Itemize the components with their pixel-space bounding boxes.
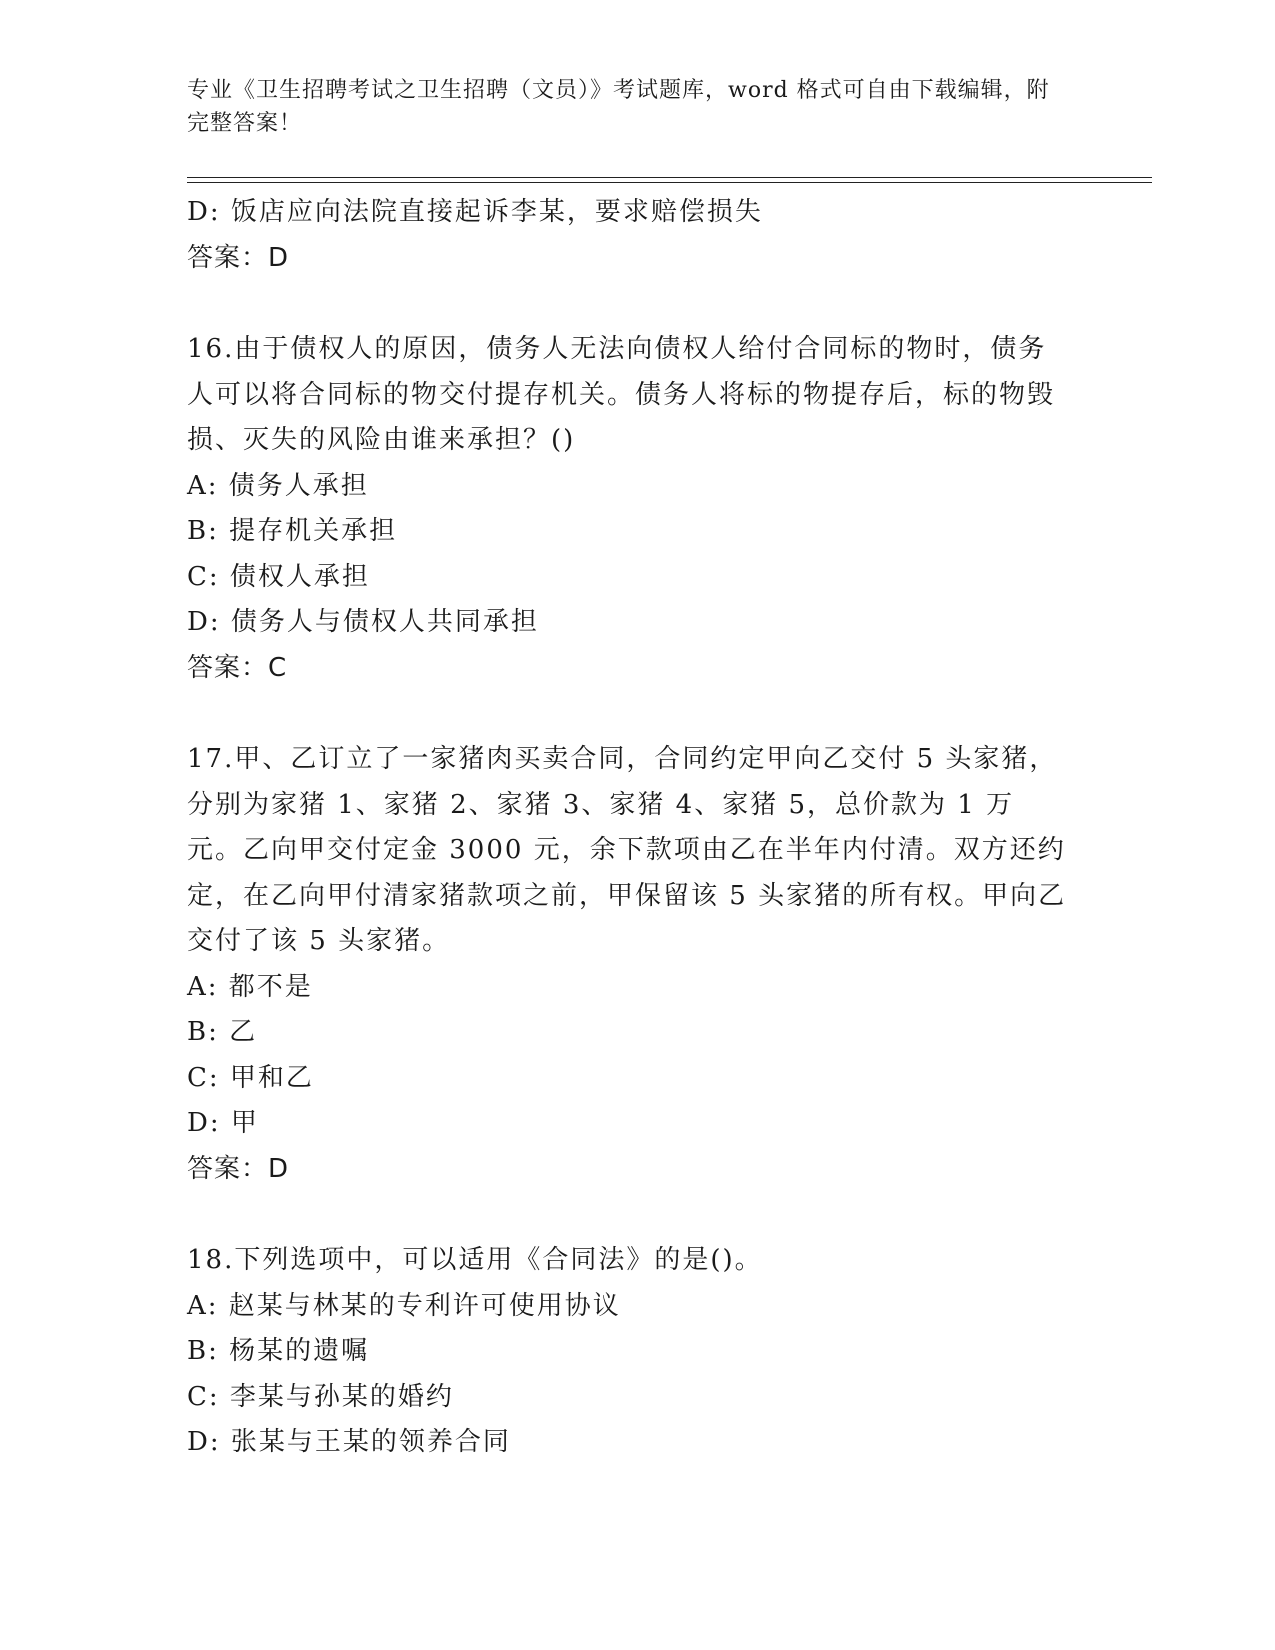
question-16-option-b: B: 提存机关承担 (187, 516, 398, 546)
question-16-text: 16.由于债权人的原因，债务人无法向债权人给付合同标的物时，债务人可以将合同标的物交付提存机关。债务人将标的物提存后，标的物毁损、灭失的风险由谁来承担？() (187, 334, 1056, 455)
prev-option-d: D: 饭店应向法院直接起诉李某，要求赔偿损失 (187, 197, 763, 227)
question-17 (187, 737, 1087, 1192)
question-content (187, 190, 1087, 1466)
question-17-option-b: B: 乙 (187, 1017, 258, 1047)
header-rule-top (187, 177, 1152, 178)
question-18 (187, 1238, 1087, 1466)
question-18-option-d: D: 张某与王某的领养合同 (187, 1427, 511, 1457)
question-17-answer: 答案：D (187, 1153, 290, 1184)
question-17-option-d: D: 甲 (187, 1108, 259, 1138)
question-18-text: 18.下列选项中，可以适用《合同法》的是()。 (187, 1245, 763, 1275)
prev-answer: 答案：D (187, 242, 290, 273)
question-16-option-d: D: 债务人与债权人共同承担 (187, 607, 539, 637)
page-header: 专业《卫生招聘考试之卫生招聘（文员）》考试题库，word 格式可自由下载编辑，附完整答案！ (187, 78, 1050, 136)
question-16-option-a: A: 债务人承担 (187, 470, 369, 501)
question-16-answer: 答案：C (187, 652, 288, 683)
question-18-option-a: A: 赵某与林某的专利许可使用协议 (187, 1290, 621, 1321)
question-17-option-c: C: 甲和乙 (187, 1062, 314, 1093)
question-18-option-b: B: 杨某的遗嘱 (187, 1336, 370, 1366)
question-18-option-c: C: 李某与孙某的婚约 (187, 1381, 454, 1412)
question-17-option-a: A: 都不是 (187, 971, 313, 1002)
question-16 (187, 327, 1087, 691)
question-16-option-c: C: 债权人承担 (187, 561, 370, 592)
question-17-text: 17.甲、乙订立了一家猪肉买卖合同，合同约定甲向乙交付 5 头家猪，分别为家猪 1、家猪 2、家猪 3、家猪 4、家猪 5，总价款为 1 万元。乙向甲交付定金 3000 元，余下款项由乙在半年内付清。双方还约定，在乙向甲付清家猪款项之前，甲保留该 5 头家猪的所有权。甲向乙交付了该 5 头家猪。 (187, 744, 1067, 956)
header-rule-bottom (187, 182, 1152, 183)
